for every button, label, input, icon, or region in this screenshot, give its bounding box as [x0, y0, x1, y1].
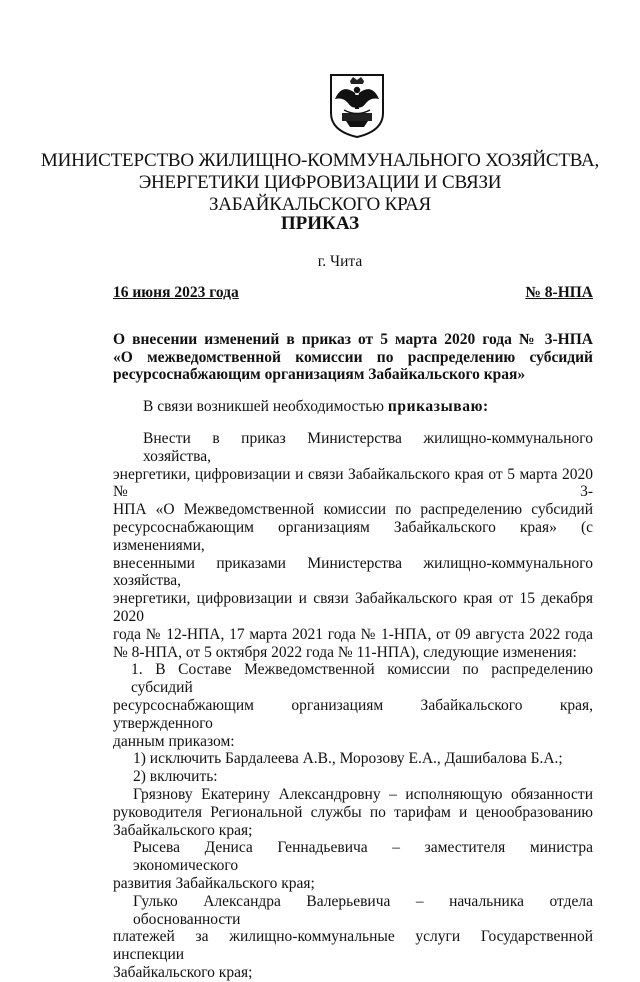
intro-emphasis: приказываю:: [387, 398, 489, 415]
body-line: Грязнову Екатерину Александровну – исполняющую обязанности: [133, 785, 593, 803]
body-line: энергетики, цифровизации и связи Забайкальского края от 5 марта 2020 № 3-: [113, 465, 593, 501]
body-line: руководителя Региональной службы по тарифам и ценообразованию: [113, 803, 593, 821]
org-line: МИНИСТЕРСТВО ЖИЛИЩНО-КОММУНАЛЬНОГО ХОЗЯЙСТВА,: [40, 150, 600, 171]
body-line: года № 12-НПА, 17 марта 2021 года № 1-НПА, от 09 августа 2022 года: [113, 625, 593, 643]
document-body: [113, 430, 593, 982]
subject-line: «О межведомственной комиссии по распределению субсидий: [113, 348, 593, 366]
city: г. Чита: [317, 253, 363, 270]
intro-text: В связи возникшей необходимостью: [143, 398, 388, 415]
document-date: 16 июня 2023 года: [113, 284, 239, 301]
body-line: 2) включить:: [133, 768, 218, 786]
intro-paragraph: [143, 398, 489, 416]
body-line: Гулько Александра Валерьевича – начальника отдела обоснованности: [133, 892, 593, 928]
body-line: Забайкальского края;: [113, 963, 253, 981]
organization-name: [0, 150, 640, 216]
body-line: ресурсоснабжающим организациям Забайкальского края» (с изменениями,: [113, 518, 593, 554]
body-line: НПА «О Межведомственной комиссии по распределению субсидий: [113, 501, 593, 519]
body-line: 1. В Составе Межведомственной комиссии по распределению субсидий: [131, 661, 593, 697]
subject-line: ресурсоснабжающим организациям Забайкальского края»: [113, 366, 526, 383]
body-line: 1) исключить Бардалеева А.В., Морозову Е.А., Дашибалова Б.А.;: [133, 750, 563, 768]
body-line: энергетики, цифровизации и связи Забайкальского края от 15 декабря 2020: [113, 590, 593, 625]
body-line: развития Забайкальского края;: [113, 874, 315, 892]
org-line: ЭНЕРГЕТИКИ ЦИФРОВИЗАЦИИ И СВЯЗИ: [138, 172, 502, 193]
body-line: Внести в приказ Министерства жилищно-коммунального хозяйства,: [143, 430, 593, 465]
body-line: Рысева Дениса Геннадьевича – заместителя министра экономического: [133, 839, 593, 875]
document-subject: [113, 331, 593, 384]
subject-line: О внесении изменений в приказ от 5 марта 2020 года № 3-НПА: [113, 331, 593, 348]
body-line: платежей за жилищно-коммунальные услуги Государственной инспекции: [113, 928, 593, 964]
body-line: № 8-НПА, от 5 октября 2022 года № 11-НПА), следующие изменения:: [113, 643, 577, 661]
body-line: ресурсоснабжающим организациям Забайкальского края, утвержденного: [113, 696, 593, 732]
document-number: № 8-НПА: [525, 284, 593, 301]
body-line: Забайкальского края;: [113, 821, 253, 839]
coat-of-arms-icon: [328, 73, 386, 139]
document-type: ПРИКАЗ: [280, 213, 360, 234]
body-line: внесенными приказами Министерства жилищно-коммунального хозяйства,: [113, 554, 593, 590]
org-line: ЗАБАЙКАЛЬСКОГО КРАЯ: [208, 194, 432, 215]
body-line: данным приказом:: [113, 732, 235, 750]
